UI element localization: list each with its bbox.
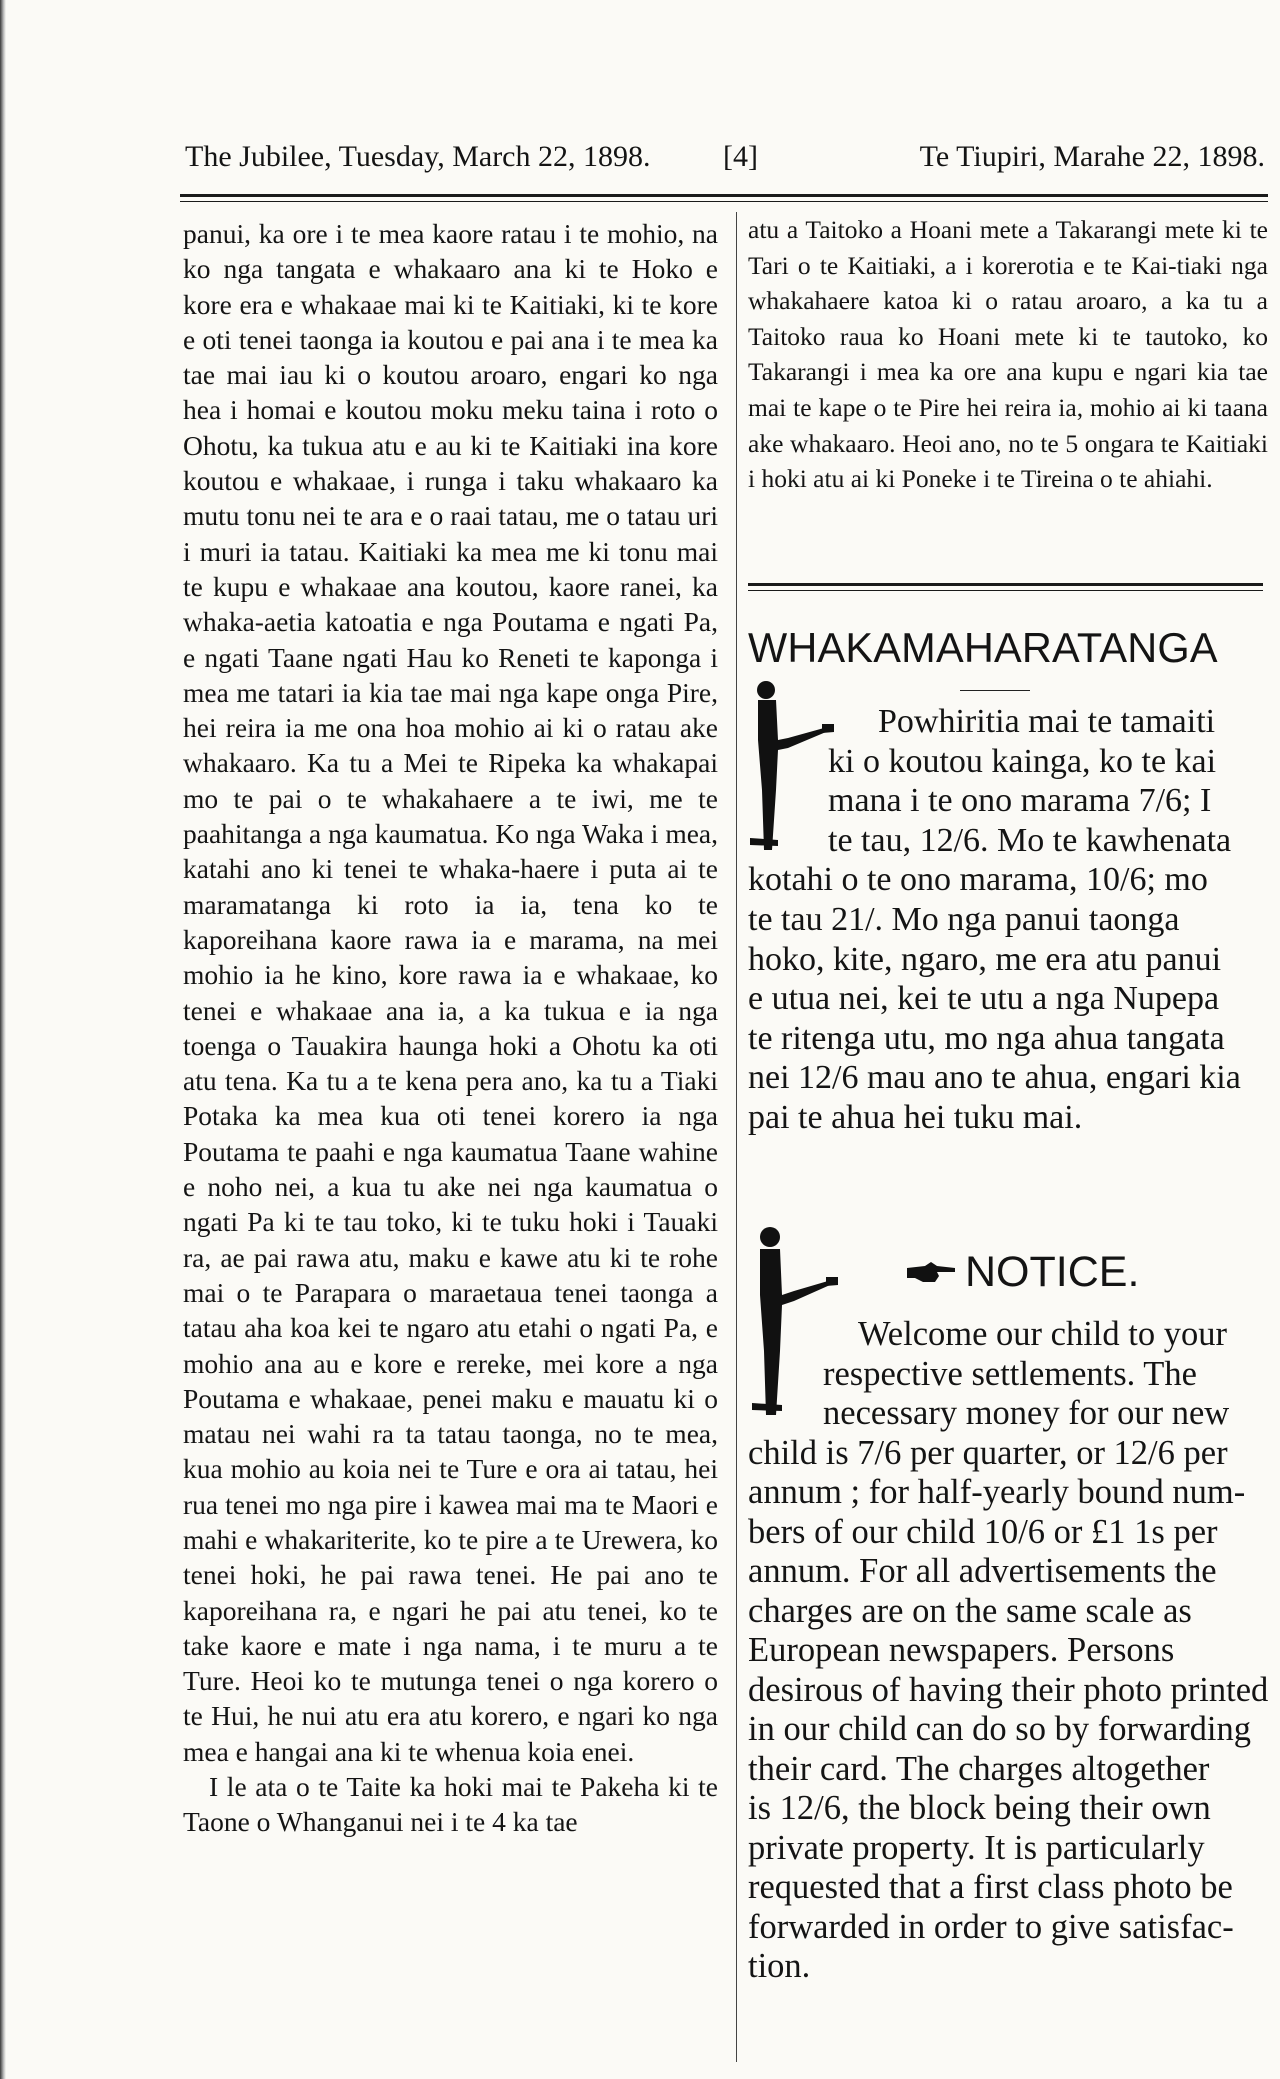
right-paragraph-1: atu a Taitoko a Hoani mete a Takarangi mete ki te Tari o te Kaitiaki, a i korerotia e te Kai-tiaki nga whakahaere katoa ki o ratau aroaro, a ka tu a Taitoko raua ko Hoani mete ki te tautoko, ko Takarangi i mea ka ore ana kupu e ngari kia tae mai te kape o te Pire hei reira ia, mohio ai ki taana ake whakaaro. Heoi ano, no te 5 ongara te Kaitiaki i hoki atu ai ki Poneke i te Tireina o te ahiahi. [748, 215, 1268, 494]
whakamaharatanga-heading: WHAKAMAHARATANGA [748, 624, 1218, 671]
header-rule-thin [180, 201, 1268, 202]
whak-line: te tau 21/. Mo nga panui taonga [748, 900, 1180, 938]
whak-line: te tau, 12/6. Mo te kawhenata [828, 821, 1232, 859]
notice-body [748, 1315, 1269, 1987]
notice-heading-row [905, 1248, 1139, 1297]
left-paragraph-2: I le ata o te Taite ka hoki mai te Pakeha ki te Taone o Whanganui nei i te 4 ka tae [183, 1771, 718, 1838]
notice-line: private property. It is particularly [748, 1828, 1205, 1867]
page-header [185, 140, 1265, 180]
notice-line: child is 7/6 per quarter, or 12/6 per [748, 1433, 1228, 1472]
page-number: [4] [723, 140, 758, 173]
header-rule [180, 194, 1268, 197]
whak-line: ki o koutou kainga, ko te kai [828, 742, 1217, 780]
whak-line: kotahi o te ono marama, 10/6; mo [748, 861, 1208, 899]
whak-line: te ritenga utu, mo nga ahua tangata [748, 1019, 1225, 1057]
whak-line: pai te ahua hei tuku mai. [748, 1098, 1083, 1136]
notice-line: European newspapers. Persons [748, 1631, 1175, 1669]
notice-line: bers of our child 10/6 or £1 1s per [748, 1512, 1218, 1551]
notice-line: requested that a first class photo be [748, 1868, 1233, 1906]
header-left: The Jubilee, Tuesday, March 22, 1898. [185, 140, 651, 173]
header-right: Te Tiupiri, Marahe 22, 1898. [919, 140, 1265, 173]
column-separator [736, 212, 737, 2062]
notice-line: in our child can do so by forwarding [748, 1710, 1252, 1748]
whak-line: hoko, kite, ngaro, me era atu panui [748, 940, 1222, 978]
section-rule-thin [748, 590, 1263, 591]
right-column [748, 212, 1268, 497]
heading-underline [960, 690, 1030, 691]
notice-heading: NOTICE. [965, 1248, 1140, 1296]
notice-line: necessary money for our new [823, 1394, 1230, 1432]
whak-line: nei 12/6 mau ano te ahua, engari kia [748, 1059, 1241, 1097]
notice-line: respective settlements. The [823, 1354, 1197, 1393]
whakamaharatanga-body [748, 702, 1260, 1138]
notice-line: forwarded in order to give satisfac- [748, 1907, 1234, 1946]
notice-line: Welcome our child to your [858, 1315, 1227, 1353]
whak-line: mana i te ono marama 7/6; I [828, 782, 1212, 820]
notice-line: annum ; for half-yearly bound num- [748, 1473, 1246, 1511]
page-spine-shadow [0, 0, 6, 2079]
notice-line: tion. [748, 1947, 811, 1985]
pointing-hand-icon [905, 1260, 957, 1286]
whak-line: Powhiritia mai te tamaiti [878, 703, 1216, 740]
notice-line: their card. The charges altogether [748, 1749, 1210, 1788]
whak-line: e utua nei, kei te utu a nga Nupepa [748, 980, 1220, 1018]
notice-line: annum. For all advertisements the [748, 1552, 1217, 1590]
left-paragraph-1: panui, ka ore i te mea kaore ratau i te mohio, na ko nga tangata e whakaaro ana ki te Hoko e kore era e whakaae mai ki te Kaitiaki, ki te kore e oti tenei taonga ia koutou e pai ana i te mea ka tae mai iau ki o koutou aroaro, engari ko nga hea i homai e koutou moku meku taina i roto o Ohotu, ka tukua atu e au ki te Kaitiaki ina kore koutou e whakaae, i runga i taku whakaaro ka mutu tonu nei te ara e o raai tatau, me o tatau uri i muri ia tatau. Kaitiaki ka mea me ki tonu mai te kupu e whakaae ana koutou, kaore ranei, ka whaka-aetia katoatia e nga Poutama e ngati Pa, e ngati Taane ngati Hau ko Reneti te kaponga i mea me tatari ia kia tae mai nga kape onga Pire, hei reira ia me ona hoa mohio ai ki o ratau ake whakaaro. Ka tu a Mei te Ripeka ka whakapai mo te pai o te whakahaere a te iwi, me te paahitanga a nga kaumatua. Ko nga Waka i mea, katahi ano ki tenei te whaka-haere i puta ai te maramatanga ki roto ia ia, tena ko te kaporeihana kaore rawa ia e marama, na mei mohio ia he kino, kore rawa ia e whakaae, ko tenei e whakaae ana ia, a ka tukua e ia nga toenga o Tauakira haunga hoki a Ohotu ka oti atu tena. Ka tu a te kena pera ano, ka tu a Tiaki Potaka ka mea kua oti tenei korero ia nga Poutama te paahi e nga kaumatua Taane wahine e noho nei, a kua tu ake nei nga kaumatua o ngati Pa ki te tau toko, ki te tuku hoki i Tauaki ra, ae pai rawa atu, maku e kawe atu ki te rohe mai o te Parapara o maraetaua tenei taonga a tatau aha koa kei te ngaro atu etahi o ngati Pa, e mohio ana au e kore e rereke, mei kore a nga Poutama e whakaae, penei maku e mauatu ki o matau nei wahi ra ta tatau taonga, no te mea, kua mohio au koia nei te Ture e ora ai tatau, hei rua tenei mo nga pire i kawea mai ma te Maori e mahi e whakariterite, ko te pire a te Urewera, ko tenei hoki, he pai rawa tenei. He pai ano te kaporeihana ra, e ngari he pai atu tenei, ko te take kaore e mate i nga nama, i te muru a te Ture. Heoi ko te mutunga tenei o nga korero o te Hui, he nui atu era atu korero, e ngari ko nga mea e hangai ana ki te whenua koia enei. [183, 218, 718, 1767]
left-column [183, 216, 718, 1840]
notice-line: desirous of having their photo printed [748, 1670, 1269, 1709]
section-rule [748, 583, 1263, 586]
right-top-article [748, 212, 1268, 497]
notice-line: is 12/6, the block being their own [748, 1789, 1211, 1827]
notice-line: charges are on the same scale as [748, 1591, 1192, 1630]
